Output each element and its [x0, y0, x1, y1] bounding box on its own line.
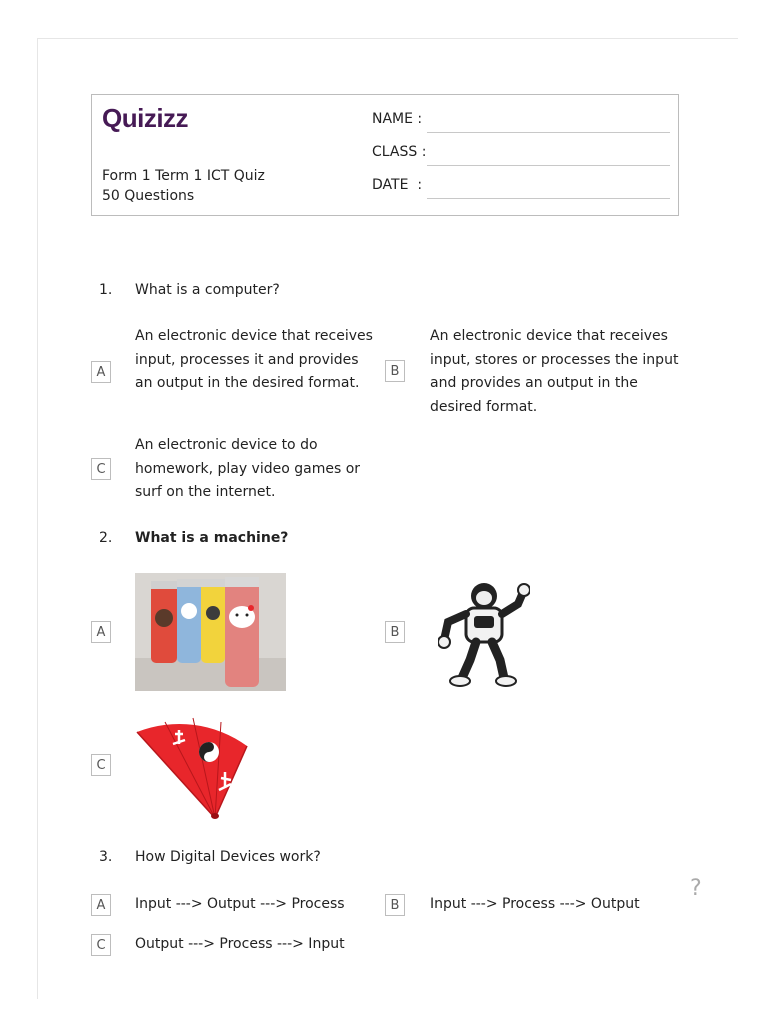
q3-option-b-text: Input ---> Process ---> Output [430, 896, 640, 912]
class-field[interactable] [372, 144, 672, 166]
q1-option-c-letter[interactable]: C [91, 458, 111, 480]
q1-option-a-text: An electronic device that receives input, processes it and provides an output in the desired format. [135, 328, 373, 391]
q3-option-a-text: Input ---> Output ---> Process [135, 896, 345, 912]
question-3-text: How Digital Devices work? [135, 849, 321, 865]
class-label: CLASS : [372, 144, 427, 160]
name-label: NAME : [372, 111, 423, 127]
class-line [427, 165, 670, 166]
question-1-text: What is a computer? [135, 282, 280, 298]
red-fan-image [135, 712, 255, 822]
question-2-text: What is a machine? [135, 530, 289, 546]
q2-option-b-letter[interactable]: B [385, 621, 405, 643]
q1-option-c-text: An electronic device to do homework, play video games or surf on the internet. [135, 437, 361, 500]
q1-option-b-letter[interactable]: B [385, 360, 405, 382]
question-count: 50 Questions [102, 188, 195, 204]
q2-option-c-letter[interactable]: C [91, 754, 111, 776]
name-line [427, 132, 670, 133]
date-line [427, 198, 670, 199]
q1-option-a-letter[interactable]: A [91, 361, 111, 383]
q3-option-c-text: Output ---> Process ---> Input [135, 936, 345, 952]
question-2-number: 2. [99, 530, 113, 546]
name-field[interactable] [372, 111, 672, 133]
robot-toy-image [438, 578, 530, 688]
quiz-title: Form 1 Term 1 ICT Quiz [102, 168, 265, 184]
date-label: DATE : [372, 177, 423, 193]
worksheet-header [91, 94, 679, 216]
question-1-number: 1. [99, 282, 113, 298]
water-bottles-image [135, 573, 286, 691]
q3-option-b-letter[interactable]: B [385, 894, 405, 916]
help-icon[interactable]: ? [690, 876, 702, 901]
q3-option-c-letter[interactable]: C [91, 934, 111, 956]
q3-option-a-letter[interactable]: A [91, 894, 111, 916]
q1-option-b-text: An electronic device that receives input, stores or processes the input and provides an output in the desired format. [430, 328, 679, 415]
question-3-number: 3. [99, 849, 113, 865]
q2-option-a-letter[interactable]: A [91, 621, 111, 643]
date-field[interactable] [372, 177, 672, 199]
quizizz-logo: Quizizz [102, 103, 189, 133]
